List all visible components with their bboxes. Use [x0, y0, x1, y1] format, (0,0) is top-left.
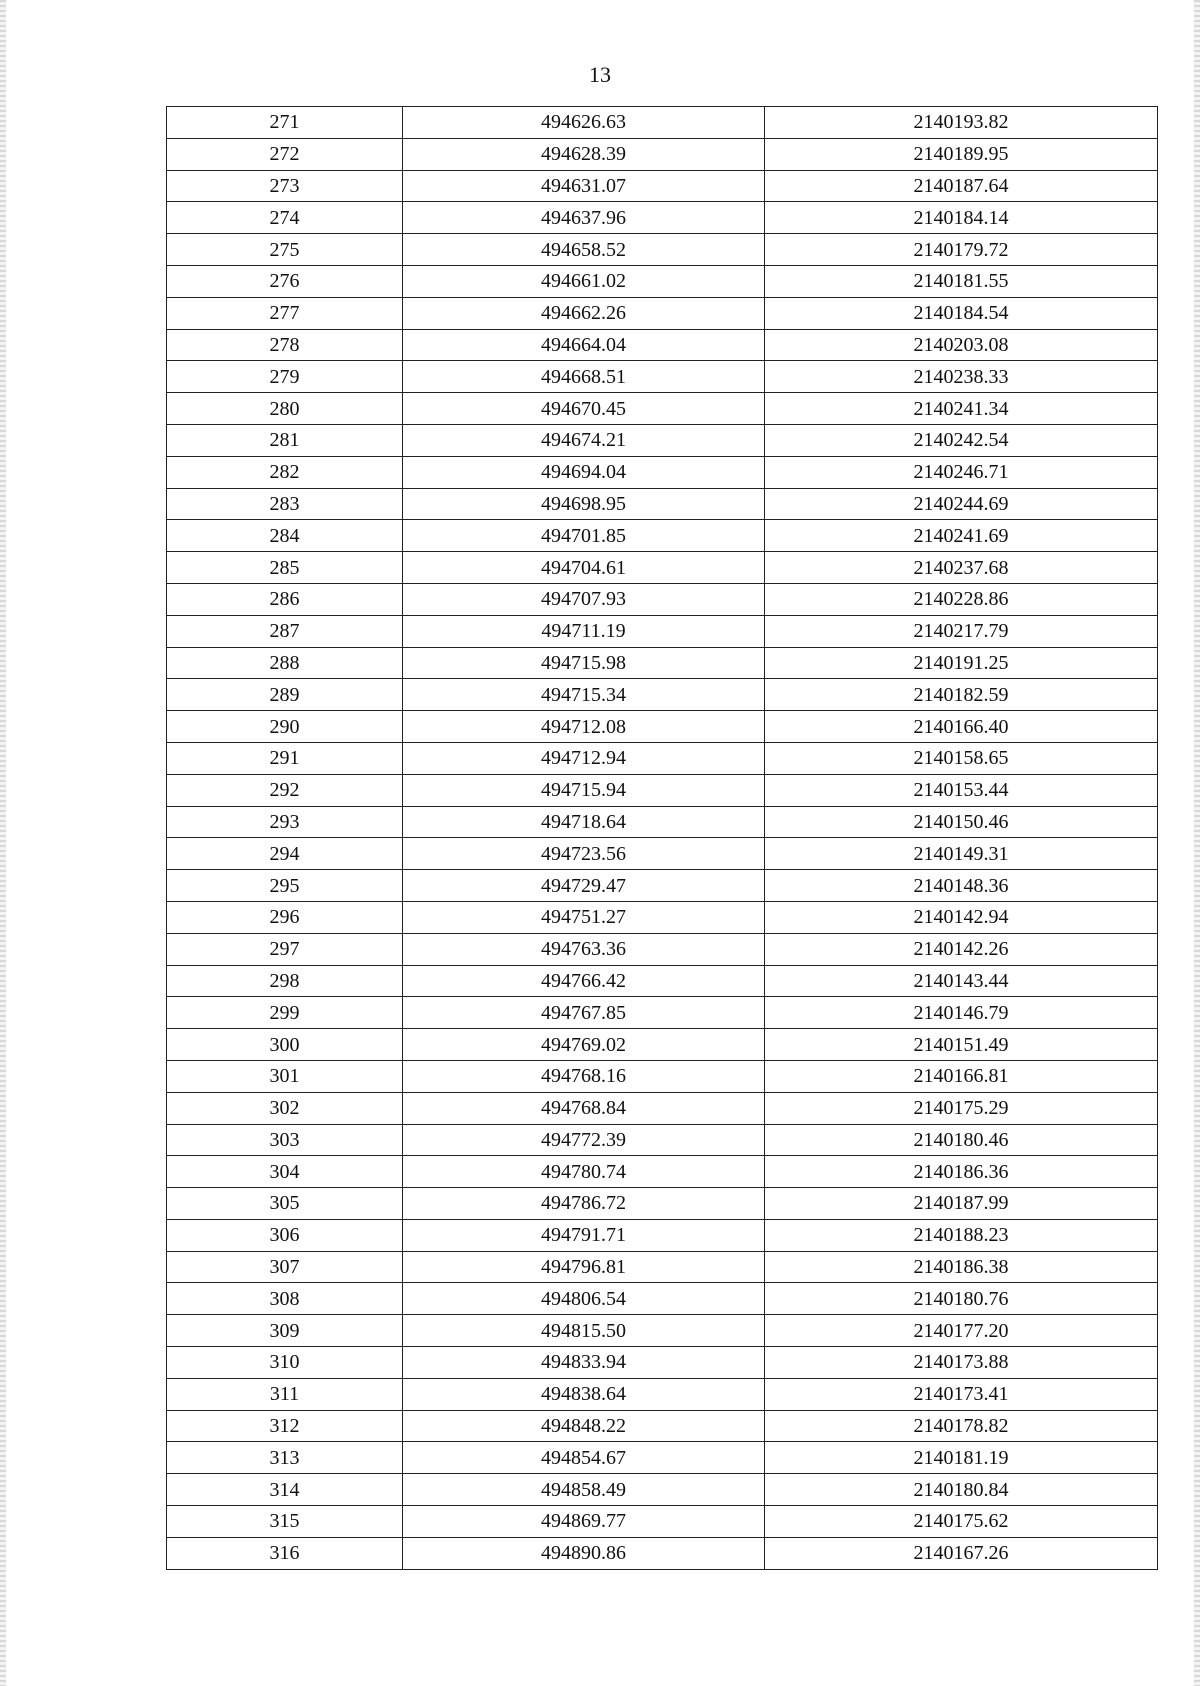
scan-edge-right: [1194, 0, 1200, 1686]
table-row: [167, 1124, 1158, 1156]
point-number-cell: 275: [167, 234, 403, 266]
table-row: [167, 1506, 1158, 1538]
table-row: [167, 838, 1158, 870]
x-coordinate-cell: 494715.34: [403, 679, 765, 711]
y-coordinate-cell: 2140217.79: [765, 615, 1158, 647]
table-row: [167, 774, 1158, 806]
point-number-cell: 287: [167, 615, 403, 647]
y-coordinate-cell: 2140187.64: [765, 170, 1158, 202]
table-row: [167, 1347, 1158, 1379]
point-number-cell: 293: [167, 806, 403, 838]
x-coordinate-cell: 494815.50: [403, 1315, 765, 1347]
point-number-cell: 300: [167, 1029, 403, 1061]
x-coordinate-cell: 494674.21: [403, 424, 765, 456]
y-coordinate-cell: 2140166.81: [765, 1060, 1158, 1092]
y-coordinate-cell: 2140242.54: [765, 424, 1158, 456]
x-coordinate-cell: 494766.42: [403, 965, 765, 997]
table-row: [167, 965, 1158, 997]
table-row: [167, 456, 1158, 488]
coordinate-table: [166, 106, 1158, 1570]
x-coordinate-cell: 494806.54: [403, 1283, 765, 1315]
page-number: 13: [589, 62, 611, 87]
x-coordinate-cell: 494751.27: [403, 901, 765, 933]
x-coordinate-cell: 494833.94: [403, 1347, 765, 1379]
y-coordinate-cell: 2140173.41: [765, 1378, 1158, 1410]
y-coordinate-cell: 2140177.20: [765, 1315, 1158, 1347]
table-row: [167, 901, 1158, 933]
y-coordinate-cell: 2140179.72: [765, 234, 1158, 266]
table-row: [167, 1442, 1158, 1474]
point-number-cell: 276: [167, 265, 403, 297]
x-coordinate-cell: 494711.19: [403, 615, 765, 647]
y-coordinate-cell: 2140166.40: [765, 711, 1158, 743]
point-number-cell: 314: [167, 1474, 403, 1506]
table-row: [167, 1315, 1158, 1347]
x-coordinate-cell: 494698.95: [403, 488, 765, 520]
x-coordinate-cell: 494664.04: [403, 329, 765, 361]
x-coordinate-cell: 494694.04: [403, 456, 765, 488]
x-coordinate-cell: 494869.77: [403, 1506, 765, 1538]
y-coordinate-cell: 2140203.08: [765, 329, 1158, 361]
x-coordinate-cell: 494767.85: [403, 997, 765, 1029]
y-coordinate-cell: 2140149.31: [765, 838, 1158, 870]
table-row: [167, 870, 1158, 902]
x-coordinate-cell: 494763.36: [403, 933, 765, 965]
table-row: [167, 647, 1158, 679]
table-row: [167, 170, 1158, 202]
y-coordinate-cell: 2140189.95: [765, 138, 1158, 170]
x-coordinate-cell: 494712.08: [403, 711, 765, 743]
y-coordinate-cell: 2140153.44: [765, 774, 1158, 806]
y-coordinate-cell: 2140238.33: [765, 361, 1158, 393]
y-coordinate-cell: 2140237.68: [765, 552, 1158, 584]
y-coordinate-cell: 2140175.62: [765, 1506, 1158, 1538]
y-coordinate-cell: 2140180.76: [765, 1283, 1158, 1315]
x-coordinate-cell: 494769.02: [403, 1029, 765, 1061]
x-coordinate-cell: 494661.02: [403, 265, 765, 297]
y-coordinate-cell: 2140187.99: [765, 1188, 1158, 1220]
y-coordinate-cell: 2140182.59: [765, 679, 1158, 711]
table-row: [167, 552, 1158, 584]
table-row: [167, 1156, 1158, 1188]
table-row: [167, 1251, 1158, 1283]
x-coordinate-cell: 494628.39: [403, 138, 765, 170]
table-row: [167, 393, 1158, 425]
x-coordinate-cell: 494768.16: [403, 1060, 765, 1092]
table-row: [167, 234, 1158, 266]
y-coordinate-cell: 2140173.88: [765, 1347, 1158, 1379]
x-coordinate-cell: 494890.86: [403, 1537, 765, 1569]
point-number-cell: 294: [167, 838, 403, 870]
x-coordinate-cell: 494662.26: [403, 297, 765, 329]
point-number-cell: 285: [167, 552, 403, 584]
y-coordinate-cell: 2140167.26: [765, 1537, 1158, 1569]
table-row: [167, 1029, 1158, 1061]
point-number-cell: 291: [167, 742, 403, 774]
y-coordinate-cell: 2140178.82: [765, 1410, 1158, 1442]
point-number-cell: 278: [167, 329, 403, 361]
point-number-cell: 283: [167, 488, 403, 520]
point-number-cell: 304: [167, 1156, 403, 1188]
x-coordinate-cell: 494658.52: [403, 234, 765, 266]
y-coordinate-cell: 2140246.71: [765, 456, 1158, 488]
point-number-cell: 313: [167, 1442, 403, 1474]
point-number-cell: 292: [167, 774, 403, 806]
x-coordinate-cell: 494780.74: [403, 1156, 765, 1188]
point-number-cell: 271: [167, 107, 403, 139]
coordinate-table-body: [167, 107, 1158, 1570]
y-coordinate-cell: 2140241.34: [765, 393, 1158, 425]
y-coordinate-cell: 2140142.26: [765, 933, 1158, 965]
x-coordinate-cell: 494723.56: [403, 838, 765, 870]
point-number-cell: 311: [167, 1378, 403, 1410]
table-row: [167, 297, 1158, 329]
table-row: [167, 265, 1158, 297]
table-row: [167, 488, 1158, 520]
point-number-cell: 296: [167, 901, 403, 933]
y-coordinate-cell: 2140151.49: [765, 1029, 1158, 1061]
y-coordinate-cell: 2140188.23: [765, 1219, 1158, 1251]
x-coordinate-cell: 494729.47: [403, 870, 765, 902]
y-coordinate-cell: 2140241.69: [765, 520, 1158, 552]
table-row: [167, 424, 1158, 456]
point-number-cell: 309: [167, 1315, 403, 1347]
point-number-cell: 280: [167, 393, 403, 425]
table-row: [167, 742, 1158, 774]
point-number-cell: 299: [167, 997, 403, 1029]
y-coordinate-cell: 2140143.44: [765, 965, 1158, 997]
y-coordinate-cell: 2140180.84: [765, 1474, 1158, 1506]
y-coordinate-cell: 2140148.36: [765, 870, 1158, 902]
table-row: [167, 1060, 1158, 1092]
x-coordinate-cell: 494668.51: [403, 361, 765, 393]
point-number-cell: 315: [167, 1506, 403, 1538]
x-coordinate-cell: 494796.81: [403, 1251, 765, 1283]
y-coordinate-cell: 2140228.86: [765, 583, 1158, 615]
table-row: [167, 1188, 1158, 1220]
table-row: [167, 1537, 1158, 1569]
point-number-cell: 303: [167, 1124, 403, 1156]
table-row: [167, 1410, 1158, 1442]
y-coordinate-cell: 2140193.82: [765, 107, 1158, 139]
point-number-cell: 289: [167, 679, 403, 711]
y-coordinate-cell: 2140146.79: [765, 997, 1158, 1029]
x-coordinate-cell: 494791.71: [403, 1219, 765, 1251]
x-coordinate-cell: 494637.96: [403, 202, 765, 234]
x-coordinate-cell: 494718.64: [403, 806, 765, 838]
y-coordinate-cell: 2140191.25: [765, 647, 1158, 679]
x-coordinate-cell: 494715.94: [403, 774, 765, 806]
y-coordinate-cell: 2140180.46: [765, 1124, 1158, 1156]
y-coordinate-cell: 2140150.46: [765, 806, 1158, 838]
x-coordinate-cell: 494707.93: [403, 583, 765, 615]
y-coordinate-cell: 2140175.29: [765, 1092, 1158, 1124]
table-row: [167, 679, 1158, 711]
y-coordinate-cell: 2140181.55: [765, 265, 1158, 297]
table-row: [167, 107, 1158, 139]
point-number-cell: 288: [167, 647, 403, 679]
x-coordinate-cell: 494838.64: [403, 1378, 765, 1410]
x-coordinate-cell: 494854.67: [403, 1442, 765, 1474]
point-number-cell: 284: [167, 520, 403, 552]
y-coordinate-cell: 2140184.14: [765, 202, 1158, 234]
point-number-cell: 273: [167, 170, 403, 202]
y-coordinate-cell: 2140186.36: [765, 1156, 1158, 1188]
point-number-cell: 279: [167, 361, 403, 393]
table-row: [167, 520, 1158, 552]
table-row: [167, 615, 1158, 647]
point-number-cell: 272: [167, 138, 403, 170]
point-number-cell: 316: [167, 1537, 403, 1569]
x-coordinate-cell: 494701.85: [403, 520, 765, 552]
point-number-cell: 301: [167, 1060, 403, 1092]
point-number-cell: 277: [167, 297, 403, 329]
point-number-cell: 297: [167, 933, 403, 965]
table-row: [167, 329, 1158, 361]
x-coordinate-cell: 494631.07: [403, 170, 765, 202]
table-row: [167, 806, 1158, 838]
table-row: [167, 583, 1158, 615]
table-row: [167, 1219, 1158, 1251]
table-row: [167, 1474, 1158, 1506]
point-number-cell: 298: [167, 965, 403, 997]
x-coordinate-cell: 494670.45: [403, 393, 765, 425]
scan-edge-left: [0, 0, 6, 1686]
point-number-cell: 312: [167, 1410, 403, 1442]
x-coordinate-cell: 494626.63: [403, 107, 765, 139]
x-coordinate-cell: 494712.94: [403, 742, 765, 774]
table-row: [167, 711, 1158, 743]
table-row: [167, 997, 1158, 1029]
point-number-cell: 274: [167, 202, 403, 234]
y-coordinate-cell: 2140181.19: [765, 1442, 1158, 1474]
x-coordinate-cell: 494848.22: [403, 1410, 765, 1442]
y-coordinate-cell: 2140142.94: [765, 901, 1158, 933]
y-coordinate-cell: 2140186.38: [765, 1251, 1158, 1283]
table-row: [167, 138, 1158, 170]
y-coordinate-cell: 2140158.65: [765, 742, 1158, 774]
x-coordinate-cell: 494858.49: [403, 1474, 765, 1506]
point-number-cell: 281: [167, 424, 403, 456]
table-row: [167, 202, 1158, 234]
y-coordinate-cell: 2140184.54: [765, 297, 1158, 329]
x-coordinate-cell: 494704.61: [403, 552, 765, 584]
point-number-cell: 282: [167, 456, 403, 488]
table-row: [167, 1092, 1158, 1124]
point-number-cell: 286: [167, 583, 403, 615]
point-number-cell: 290: [167, 711, 403, 743]
point-number-cell: 305: [167, 1188, 403, 1220]
x-coordinate-cell: 494772.39: [403, 1124, 765, 1156]
table-row: [167, 1283, 1158, 1315]
point-number-cell: 310: [167, 1347, 403, 1379]
table-row: [167, 1378, 1158, 1410]
x-coordinate-cell: 494715.98: [403, 647, 765, 679]
x-coordinate-cell: 494768.84: [403, 1092, 765, 1124]
point-number-cell: 308: [167, 1283, 403, 1315]
point-number-cell: 295: [167, 870, 403, 902]
table-row: [167, 933, 1158, 965]
table-row: [167, 361, 1158, 393]
point-number-cell: 306: [167, 1219, 403, 1251]
x-coordinate-cell: 494786.72: [403, 1188, 765, 1220]
y-coordinate-cell: 2140244.69: [765, 488, 1158, 520]
point-number-cell: 307: [167, 1251, 403, 1283]
point-number-cell: 302: [167, 1092, 403, 1124]
